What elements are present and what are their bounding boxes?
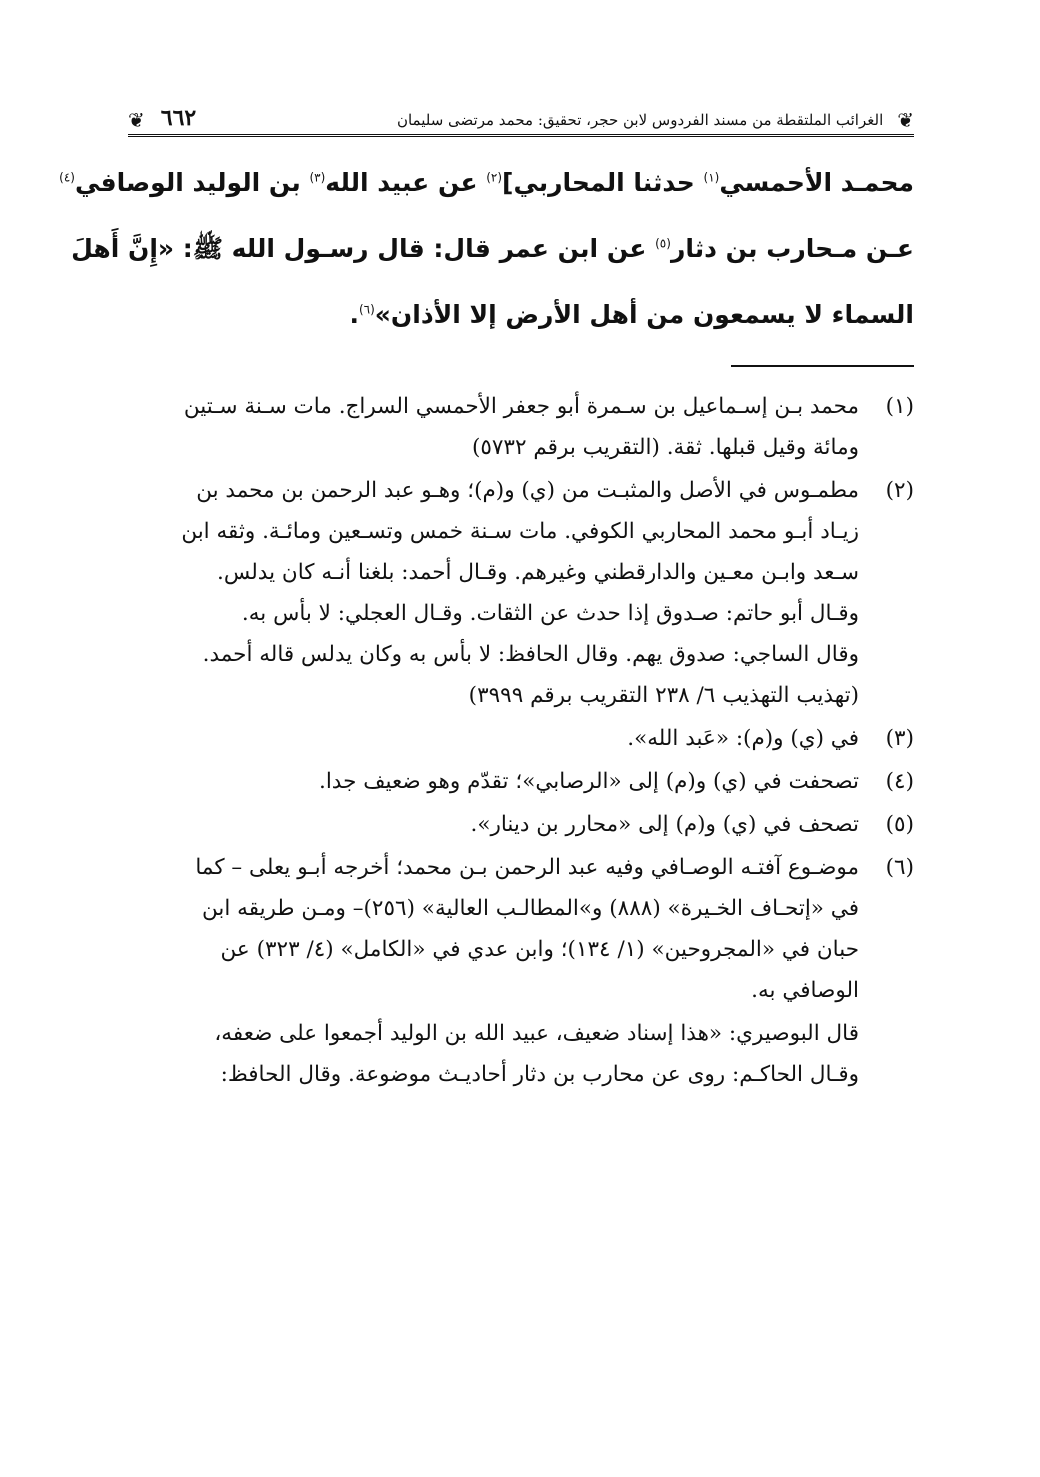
footnote-line: مطمـوس في الأصل والمثبـت من (ي) و(م)؛ وهـو عبد الرحمن بن محمد بن xyxy=(196,478,859,503)
footnote-line: زيـاد أبـو محمد المحاربي الكوفي. مات سـنة خمس وتسـعين ومائـة. وثقه ابن xyxy=(181,519,859,544)
footnote-line: وقال الساجي: صدوق يهم. وقال الحافظ: لا بأس به وكان يدلس قاله أحمد. xyxy=(202,642,859,667)
footnote-6-continuation xyxy=(128,1013,914,1095)
footnote-ref-4[interactable]: (٤) xyxy=(59,170,75,185)
footnote-line: الوصافي به. xyxy=(751,978,859,1003)
footnote-separator xyxy=(731,365,914,367)
footnote-line: حبان في «المجروحين» (١/ ١٣٤)؛ وابن عدي في «الكامل» (٤/ ٣٢٣) عن xyxy=(220,937,859,962)
text-line: السماء لا يسمعون من أهل الأرض إلا الأذان»$^{(٦)}$. xyxy=(349,300,914,329)
page-number: ٦٦٢ xyxy=(160,105,197,131)
footnote-line: في «إتحـاف الخـيرة» (٨٨٨) و»المطالـب العالية» (٢٥٦)– ومـن طريقه ابن xyxy=(202,896,859,921)
footnote-line: في (ي) و(م): «عَبد الله». xyxy=(627,726,859,751)
footnote-ref-3[interactable]: (٣) xyxy=(309,170,326,185)
footnote-line: قال البوصيري: «هذا إسناد ضعيف، عبيد الله بن الوليد أجمعوا على ضعفه، xyxy=(214,1021,859,1046)
footnote-line: وقـال أبو حاتم: صـدوق إذا حدث عن الثقات. وقـال العجلي: لا بأس به. xyxy=(241,601,859,626)
footnote-line: محمد بـن إسـماعيل بن سـمرة أبو جعفر الأحمسي السراج. مات سـنة سـتين xyxy=(183,394,859,419)
footnote-number: (١) xyxy=(885,394,914,419)
footnote-line: ومائة وقيل قبلها. ثقة. (التقريب برقم ٥٧٣٢) xyxy=(471,435,859,460)
text-line: عـن مـحارب بن دثار$^{(٥)}$ عن ابن عمر قال: قال رسـول الله ﷺ: «إِنَّ أَهلَ xyxy=(71,234,914,263)
footnote-number: (٢) xyxy=(885,478,914,503)
footnote-1 xyxy=(128,386,914,468)
footnote-ref-6[interactable]: (٦) xyxy=(358,302,375,317)
footnote-3 xyxy=(128,718,914,759)
footnote-5 xyxy=(128,804,914,845)
footnote-line: سـعد وابـن معـين والدارقطني وغيرهم. وقـال أحمد: بلغنا أنـه كان يدلس. xyxy=(217,560,859,585)
footnote-number: (٤) xyxy=(885,769,914,794)
footnote-line: موضـوع آفتـه الوصـافي وفيه عبد الرحمن بـن محمد؛ أخرجه أبـو يعلى – كما xyxy=(195,855,859,880)
footnote-number: (٣) xyxy=(885,726,914,751)
ornament-left-icon: ❦ xyxy=(128,108,145,132)
book-title: الغرائب الملتقطة من مسند الفردوس لابن حجر، تحقيق: محمد مرتضى سليمان xyxy=(396,111,884,129)
footnote-line: تصحفت في (ي) و(م) إلى «الرصابي»؛ تقدّم وهو ضعيف جدا. xyxy=(319,769,859,794)
hadith-text xyxy=(59,150,914,348)
footnote-number: (٦) xyxy=(885,855,914,880)
footnote-4 xyxy=(128,761,914,802)
footnote-line: تصحف في (ي) و(م) إلى «محارر بن دينار». xyxy=(470,812,859,837)
footnote-ref-2[interactable]: (٢) xyxy=(486,170,503,185)
footnote-ref-1[interactable]: (١) xyxy=(703,170,720,185)
running-header xyxy=(128,98,914,137)
text-line: محمـد الأحمسي$^{(١)}$ حدثنا المحاربي]$^{(٢)}$ عن عبيد الله$^{(٣)}$ بن الوليد الوصافي$^{(٤)}$ xyxy=(59,168,914,197)
footnote-6 xyxy=(128,847,914,1011)
ornament-right-icon: ❦ xyxy=(897,108,914,132)
footnote-2 xyxy=(128,470,914,716)
footnote-line: (تهذيب التهذيب ٦/ ٢٣٨ التقريب برقم ٣٩٩٩) xyxy=(468,683,859,708)
footnote-ref-5[interactable]: (٥) xyxy=(655,236,671,251)
footnote-line: وقـال الحاكـم: روى عن محارب بن دثار أحاديـث موضوعة. وقال الحافظ: xyxy=(220,1062,859,1087)
footnote-number: (٥) xyxy=(885,812,914,837)
footnotes xyxy=(128,386,914,1095)
